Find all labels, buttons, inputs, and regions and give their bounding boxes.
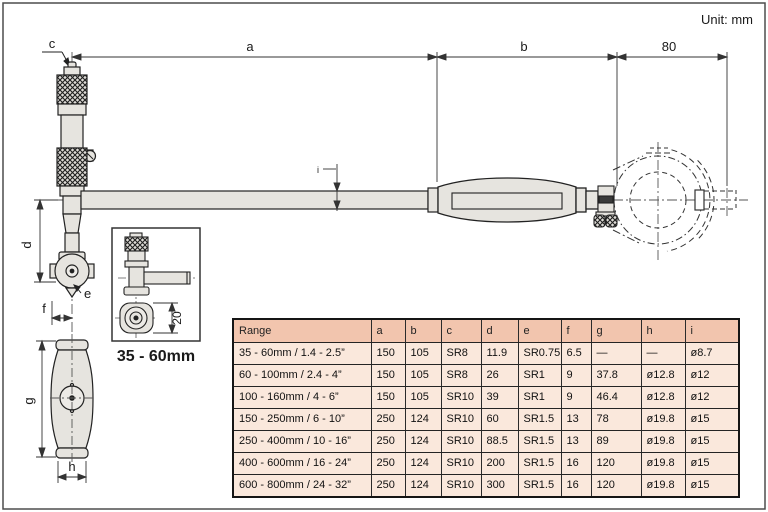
table-row bbox=[233, 475, 739, 498]
table-cell: 120 bbox=[591, 453, 641, 475]
table-cell: 60 bbox=[481, 409, 518, 431]
table-row bbox=[233, 387, 739, 409]
table-cell: 250 bbox=[371, 475, 405, 498]
table-cell: ø12 bbox=[685, 365, 739, 387]
table-row bbox=[233, 453, 739, 475]
table-cell: 6.5 bbox=[561, 343, 591, 365]
table-cell: 16 bbox=[561, 475, 591, 498]
table-header-cell: i bbox=[685, 319, 739, 343]
spec-table bbox=[232, 318, 740, 498]
table-cell: ø15 bbox=[685, 475, 739, 498]
dim-e-label: e bbox=[84, 286, 92, 301]
table-cell: 400 - 600mm / 16 - 24” bbox=[233, 453, 371, 475]
table-cell: SR8 bbox=[441, 343, 481, 365]
table-cell: — bbox=[591, 343, 641, 365]
inset-range-label: 35 - 60mm bbox=[116, 348, 196, 365]
table-cell: 37.8 bbox=[591, 365, 641, 387]
table-cell: SR10 bbox=[441, 431, 481, 453]
dim-f bbox=[52, 301, 72, 325]
table-cell: SR1 bbox=[518, 365, 561, 387]
table-cell: 46.4 bbox=[591, 387, 641, 409]
table-cell: ø12.8 bbox=[641, 387, 685, 409]
table-cell: ø15 bbox=[685, 453, 739, 475]
table-row bbox=[233, 431, 739, 453]
table-header-cell: h bbox=[641, 319, 685, 343]
table-cell: ø19.8 bbox=[641, 475, 685, 498]
dim-a-label: a bbox=[246, 39, 254, 54]
table-cell: 150 bbox=[371, 387, 405, 409]
table-cell: SR1.5 bbox=[518, 409, 561, 431]
inset-dim-20-label: 20 bbox=[170, 311, 184, 325]
dim-b-label: b bbox=[520, 39, 528, 54]
table-cell: ø19.8 bbox=[641, 409, 685, 431]
table-body bbox=[233, 343, 739, 498]
table-cell: SR10 bbox=[441, 387, 481, 409]
table-header-cell: b bbox=[405, 319, 441, 343]
table-header-cell: a bbox=[371, 319, 405, 343]
table-cell: 16 bbox=[561, 453, 591, 475]
dim-g-label: g bbox=[21, 397, 36, 405]
table-row bbox=[233, 343, 739, 365]
table-cell: 124 bbox=[405, 409, 441, 431]
table-header-cell: f bbox=[561, 319, 591, 343]
table-cell: 250 - 400mm / 10 - 16” bbox=[233, 431, 371, 453]
table-cell: 105 bbox=[405, 365, 441, 387]
table-cell: 89 bbox=[591, 431, 641, 453]
table-cell: 105 bbox=[405, 343, 441, 365]
dim-h-label: h bbox=[68, 459, 76, 474]
table-cell: — bbox=[641, 343, 685, 365]
table-cell: 78 bbox=[591, 409, 641, 431]
extension-rod bbox=[81, 188, 438, 212]
table-cell: 200 bbox=[481, 453, 518, 475]
table-header-row bbox=[233, 319, 739, 343]
table-cell: 150 bbox=[371, 343, 405, 365]
dim-80-label: 80 bbox=[661, 39, 677, 54]
table-cell: 9 bbox=[561, 365, 591, 387]
table-header-cell: d bbox=[481, 319, 518, 343]
table-cell: 13 bbox=[561, 431, 591, 453]
table-cell: 105 bbox=[405, 387, 441, 409]
table-cell: 124 bbox=[405, 475, 441, 498]
table-cell: 124 bbox=[405, 453, 441, 475]
table-cell: 150 bbox=[371, 365, 405, 387]
table-cell: ø15 bbox=[685, 431, 739, 453]
table-cell: 250 bbox=[371, 409, 405, 431]
table-cell: ø12.8 bbox=[641, 365, 685, 387]
thumb-screw bbox=[606, 215, 617, 227]
table-cell: SR1.5 bbox=[518, 431, 561, 453]
table-cell: SR10 bbox=[441, 475, 481, 498]
spec-table-wrap bbox=[232, 318, 738, 498]
micrometer-head-assembly bbox=[50, 62, 96, 297]
table-row bbox=[233, 409, 739, 431]
table-cell: 124 bbox=[405, 431, 441, 453]
table-cell: 120 bbox=[591, 475, 641, 498]
thumb-screw bbox=[594, 215, 605, 227]
table-cell: 88.5 bbox=[481, 431, 518, 453]
table-header-cell: Range bbox=[233, 319, 371, 343]
dim-i-label: i bbox=[317, 165, 319, 175]
table-cell: SR1 bbox=[518, 387, 561, 409]
table-cell: 35 - 60mm / 1.4 - 2.5” bbox=[233, 343, 371, 365]
table-cell: 13 bbox=[561, 409, 591, 431]
knurled-sleeve bbox=[57, 148, 87, 186]
unit-label: Unit: mm bbox=[701, 12, 753, 27]
inset-detail-box bbox=[112, 228, 200, 341]
dimension-chain-top bbox=[72, 52, 727, 186]
table-header-cell: g bbox=[591, 319, 641, 343]
dim-f-label: f bbox=[42, 301, 46, 316]
table-cell: 39 bbox=[481, 387, 518, 409]
knurled-cap bbox=[57, 75, 87, 104]
table-cell: SR1.5 bbox=[518, 475, 561, 498]
dial-clamp bbox=[594, 186, 617, 227]
table-cell: 60 - 100mm / 2.4 - 4” bbox=[233, 365, 371, 387]
handle-grip bbox=[438, 178, 598, 222]
table-row bbox=[233, 365, 739, 387]
dim-c-label: c bbox=[48, 36, 56, 51]
dim-d-label: d bbox=[19, 241, 34, 249]
table-cell: ø12 bbox=[685, 387, 739, 409]
table-cell: SR10 bbox=[441, 409, 481, 431]
table-cell: 600 - 800mm / 24 - 32” bbox=[233, 475, 371, 498]
table-cell: SR1.5 bbox=[518, 453, 561, 475]
table-cell: ø15 bbox=[685, 409, 739, 431]
table-cell: 11.9 bbox=[481, 343, 518, 365]
table-cell: 100 - 160mm / 4 - 6” bbox=[233, 387, 371, 409]
dial-stem bbox=[695, 190, 704, 210]
table-header-cell: c bbox=[441, 319, 481, 343]
table-cell: 250 bbox=[371, 431, 405, 453]
table-cell: 250 bbox=[371, 453, 405, 475]
dim-c-leader bbox=[42, 52, 70, 67]
table-cell: ø19.8 bbox=[641, 431, 685, 453]
table-cell: ø19.8 bbox=[641, 453, 685, 475]
table-cell: ø8.7 bbox=[685, 343, 739, 365]
table-header-cell: e bbox=[518, 319, 561, 343]
table-cell: SR0.75 bbox=[518, 343, 561, 365]
table-cell: 9 bbox=[561, 387, 591, 409]
table-cell: SR10 bbox=[441, 453, 481, 475]
table-cell: SR8 bbox=[441, 365, 481, 387]
table-cell: 300 bbox=[481, 475, 518, 498]
table-cell: 150 - 250mm / 6 - 10” bbox=[233, 409, 371, 431]
table-cell: 26 bbox=[481, 365, 518, 387]
